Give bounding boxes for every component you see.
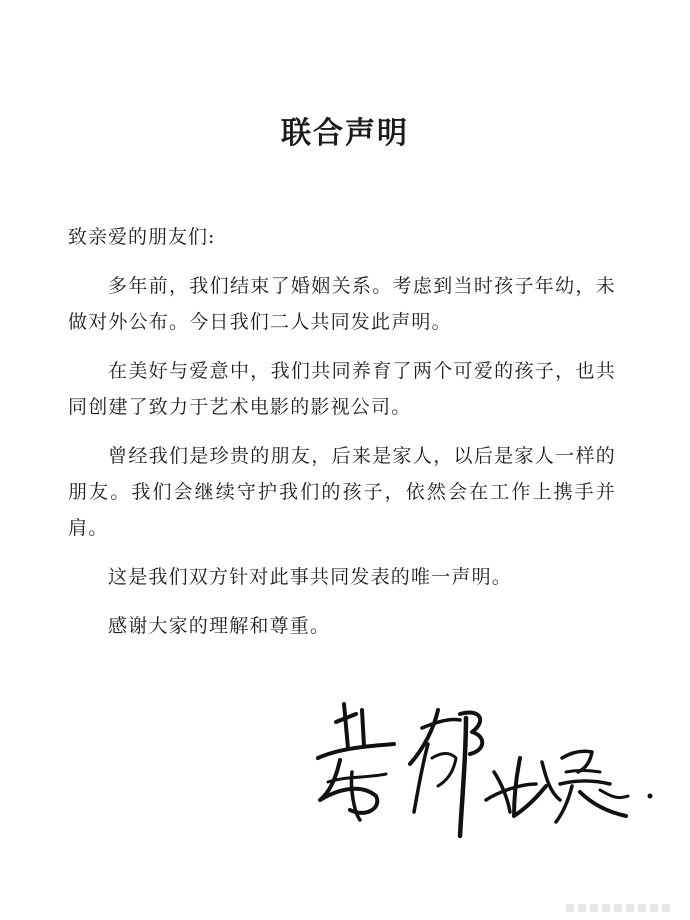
statement-body xyxy=(68,268,616,657)
salutation: 致亲爱的朋友们: xyxy=(68,226,216,248)
signature-drawing xyxy=(310,688,670,848)
paragraph-4: 这是我们双方针对此事共同发表的唯一声明。 xyxy=(108,566,513,588)
paragraph-1: 多年前，我们结束了婚姻关系。考虑到当时孩子年幼，未做对外公布。今日我们二人共同发此声明。 xyxy=(68,275,616,333)
document-title: 联合声明 xyxy=(281,116,409,151)
watermark-graphic xyxy=(566,902,676,914)
paragraph-5: 感谢大家的理解和尊重。 xyxy=(108,615,331,637)
paragraph-3: 曾经我们是珍贵的朋友，后来是家人，以后是家人一样的朋友。我们会继续守护我们的孩子，依然会在工作上携手并肩。 xyxy=(68,445,616,539)
paragraph-2: 在美好与爱意中，我们共同养育了两个可爱的孩子，也共同创建了致力于艺术电影的影视公司。 xyxy=(68,360,616,418)
handwritten-signature xyxy=(310,688,670,848)
